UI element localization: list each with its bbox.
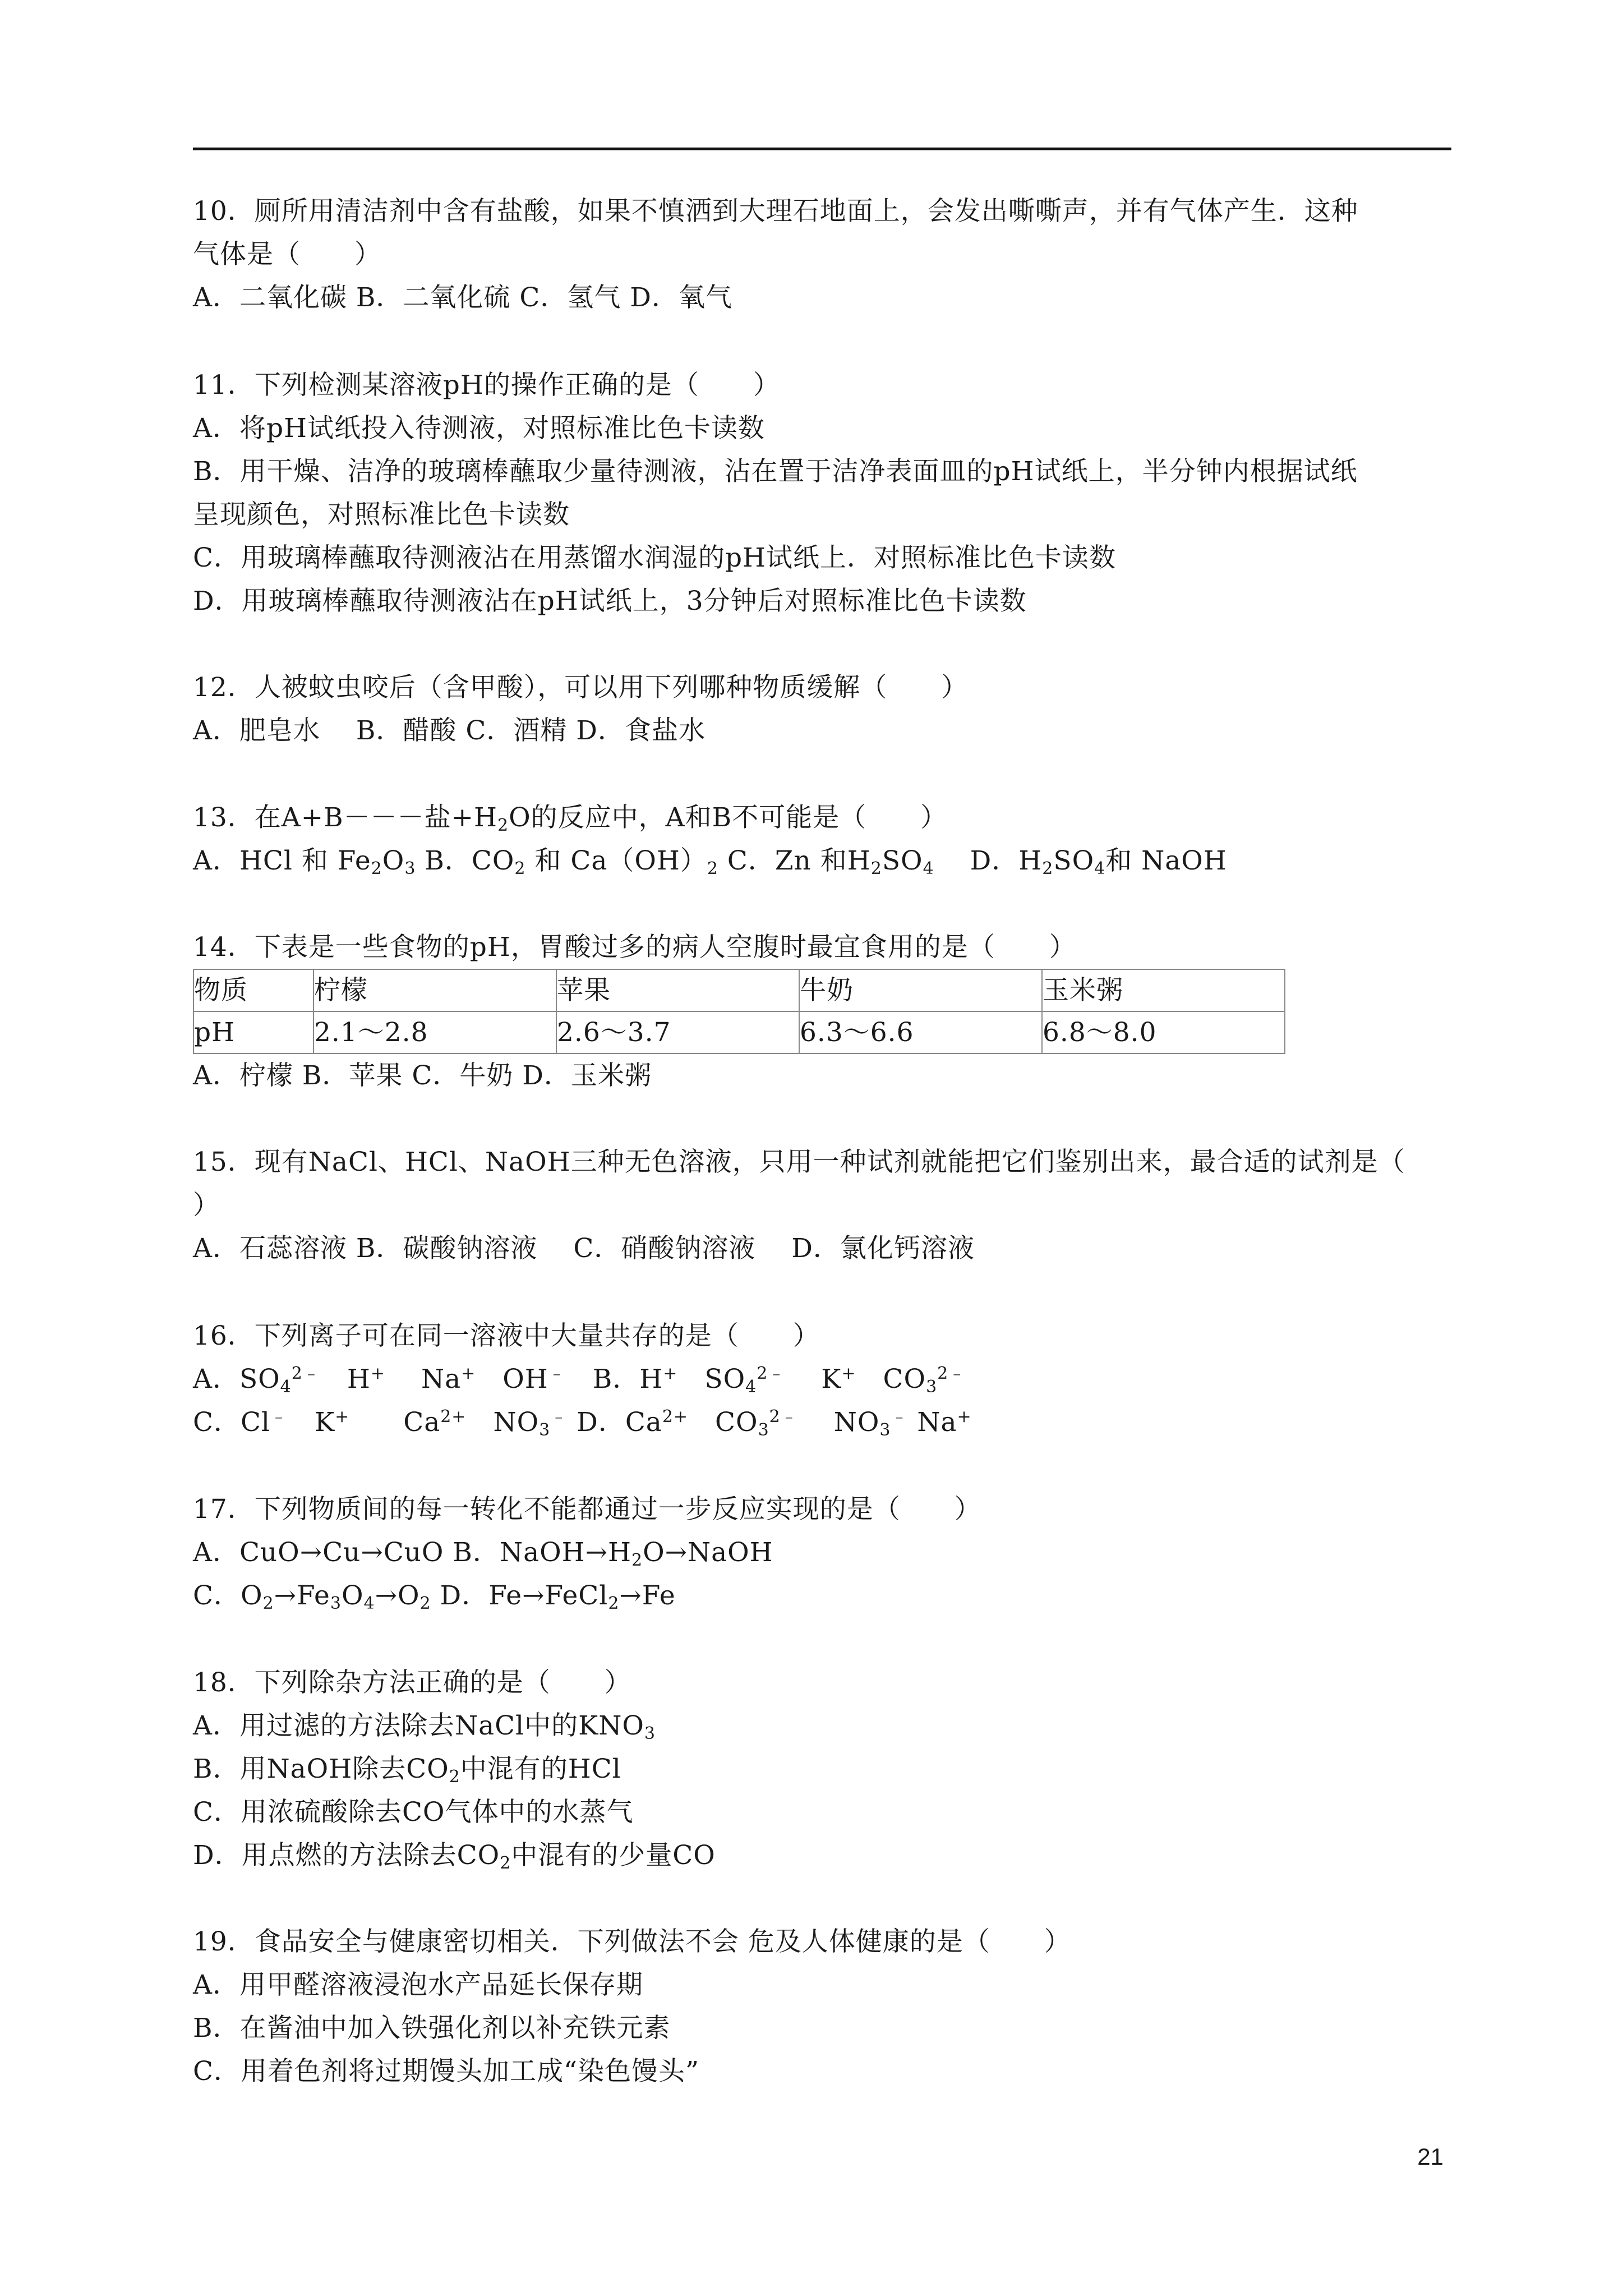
question-17-options-cd: C．$O_2\to Fe_3O_4\to O_2$ D．Fe→FeCl$_2$→Fe xyxy=(193,1580,676,1613)
question-15-stem-cont: ） xyxy=(193,1190,220,1221)
question-14-stem: 14．下表是一些食物的pH，胃酸过多的病人空腹时最宜食用的是（ ） xyxy=(193,932,1076,963)
table-cell: 6.3～6.6 xyxy=(799,1011,1042,1053)
question-11-option-b: B．用干燥、洁净的玻璃棒蘸取少量待测液，沾在置于洁净表面皿的pH试纸上，半分钟内根据试纸 xyxy=(193,456,1358,487)
question-11-option-c: C．用玻璃棒蘸取待测液沾在用蒸馏水润湿的pH试纸上．对照标准比色卡读数 xyxy=(193,542,1117,573)
question-19-option-a: A．用甲醛溶液浸泡水产品延长保存期 xyxy=(193,1970,643,2000)
table-cell: 物质 xyxy=(193,969,313,1011)
table-cell: 苹果 xyxy=(556,969,799,1011)
food-ph-table xyxy=(193,969,1285,1054)
question-19-stem: 19．食品安全与健康密切相关．下列做法不会 危及人体健康的是（ ） xyxy=(193,1926,1071,1957)
question-10-stem-cont: 气体是（ ） xyxy=(193,239,381,270)
question-15 xyxy=(193,1140,1451,1270)
page-number: 21 xyxy=(1417,2143,1444,2170)
question-18-stem: 18．下列除杂方法正确的是（ ） xyxy=(193,1667,631,1698)
question-19-option-c: C．用着色剂将过期馒头加工成“染色馒头” xyxy=(193,2056,700,2087)
table-cell: 2.6～3.7 xyxy=(556,1011,799,1053)
question-16-stem: 16．下列离子可在同一溶液中大量共存的是（ ） xyxy=(193,1320,820,1351)
question-18-option-d: D．用点燃的方法除去$CO_2$中混有的少量CO xyxy=(193,1840,716,1873)
question-17-options-ab: A．CuO→Cu→CuO B．$NaOH\to H_2O\to NaOH$ xyxy=(193,1537,773,1570)
question-17 xyxy=(193,1488,1451,1617)
question-16-options-cd: C．Cl﹣ K+ $Ca^{2+}$ $NO_3^﹣$ D．$Ca^{2+}$ $CO_3^{2﹣}$ $NO_3^﹣$ Na+ xyxy=(193,1407,972,1440)
question-10-stem: 10．厕所用清洁剂中含有盐酸，如果不慎洒到大理石地面上，会发出嘶嘶声，并有气体产生．这种 xyxy=(193,196,1358,227)
table-cell: 柠檬 xyxy=(313,969,556,1011)
question-17-stem: 17．下列物质间的每一转化不能都通过一步反应实现的是（ ） xyxy=(193,1494,981,1525)
question-11 xyxy=(193,364,1451,623)
table-cell: pH xyxy=(193,1011,313,1053)
question-18-option-b: B．用NaOH除去$CO_2$中混有的HCl xyxy=(193,1754,621,1787)
question-13 xyxy=(193,796,1451,882)
question-11-option-b-cont: 呈现颜色，对照标准比色卡读数 xyxy=(193,499,570,530)
question-14 xyxy=(193,926,1451,1097)
table-cell: 牛奶 xyxy=(799,969,1042,1011)
question-16-options-ab: A．$SO_4^{2﹣}$ H+ Na+ OH﹣ B．H+ $SO_4^{2﹣}$ K+ $CO_3^{2﹣}$ xyxy=(193,1364,966,1397)
question-13-stem: 13．在A+B－－－盐$+H_2O$的反应中，A和B不可能是（ ） xyxy=(193,802,948,835)
question-11-option-d: D．用玻璃棒蘸取待测液沾在pH试纸上，3分钟后对照标准比色卡读数 xyxy=(193,586,1027,616)
header-rule xyxy=(193,148,1451,150)
question-15-stem: 15．现有NaCl、HCl、NaOH三种无色溶液，只用一种试剂就能把它们鉴别出来，最合适的试剂是（ xyxy=(193,1147,1405,1177)
question-18-option-c: C．用浓硫酸除去CO气体中的水蒸气 xyxy=(193,1797,634,1828)
question-12-stem: 12．人被蚊虫咬后（含甲酸），可以用下列哪种物质缓解（ ） xyxy=(193,672,969,703)
question-10-options: A．二氧化碳 B．二氧化硫 C．氢气 D．氧气 xyxy=(193,282,732,313)
question-16 xyxy=(193,1314,1451,1444)
question-15-options: A．石蕊溶液 B．碳酸钠溶液 C．硝酸钠溶液 D．氯化钙溶液 xyxy=(193,1233,975,1264)
question-11-option-a: A．将pH试纸投入待测液，对照标准比色卡读数 xyxy=(193,413,766,444)
question-18-option-a: A．用过滤的方法除去NaCl中的$KNO_3$ xyxy=(193,1710,656,1743)
question-14-options: A．柠檬 B．苹果 C．牛奶 D．玉米粥 xyxy=(193,1060,652,1091)
question-12-options: A．肥皂水 B．醋酸 C．酒精 D．食盐水 xyxy=(193,715,706,746)
question-19 xyxy=(193,1920,1451,2093)
question-11-stem: 11．下列检测某溶液pH的操作正确的是（ ） xyxy=(193,370,780,401)
question-12 xyxy=(193,666,1451,752)
question-18 xyxy=(193,1661,1451,1877)
table-cell: 2.1～2.8 xyxy=(313,1011,556,1053)
question-13-options: A．HCl 和 $Fe_2O_3$ B．$CO_2$ 和 $Ca(OH)_2$ C．Zn 和$H_2SO_4$ D．$H_2SO_4$和 NaOH xyxy=(193,845,1227,878)
table-row xyxy=(193,969,1285,1011)
question-10 xyxy=(193,190,1451,319)
table-cell: 玉米粥 xyxy=(1042,969,1285,1011)
question-19-option-b: B．在酱油中加入铁强化剂以补充铁元素 xyxy=(193,2013,671,2044)
table-row xyxy=(193,1011,1285,1053)
table-cell: 6.8～8.0 xyxy=(1042,1011,1285,1053)
